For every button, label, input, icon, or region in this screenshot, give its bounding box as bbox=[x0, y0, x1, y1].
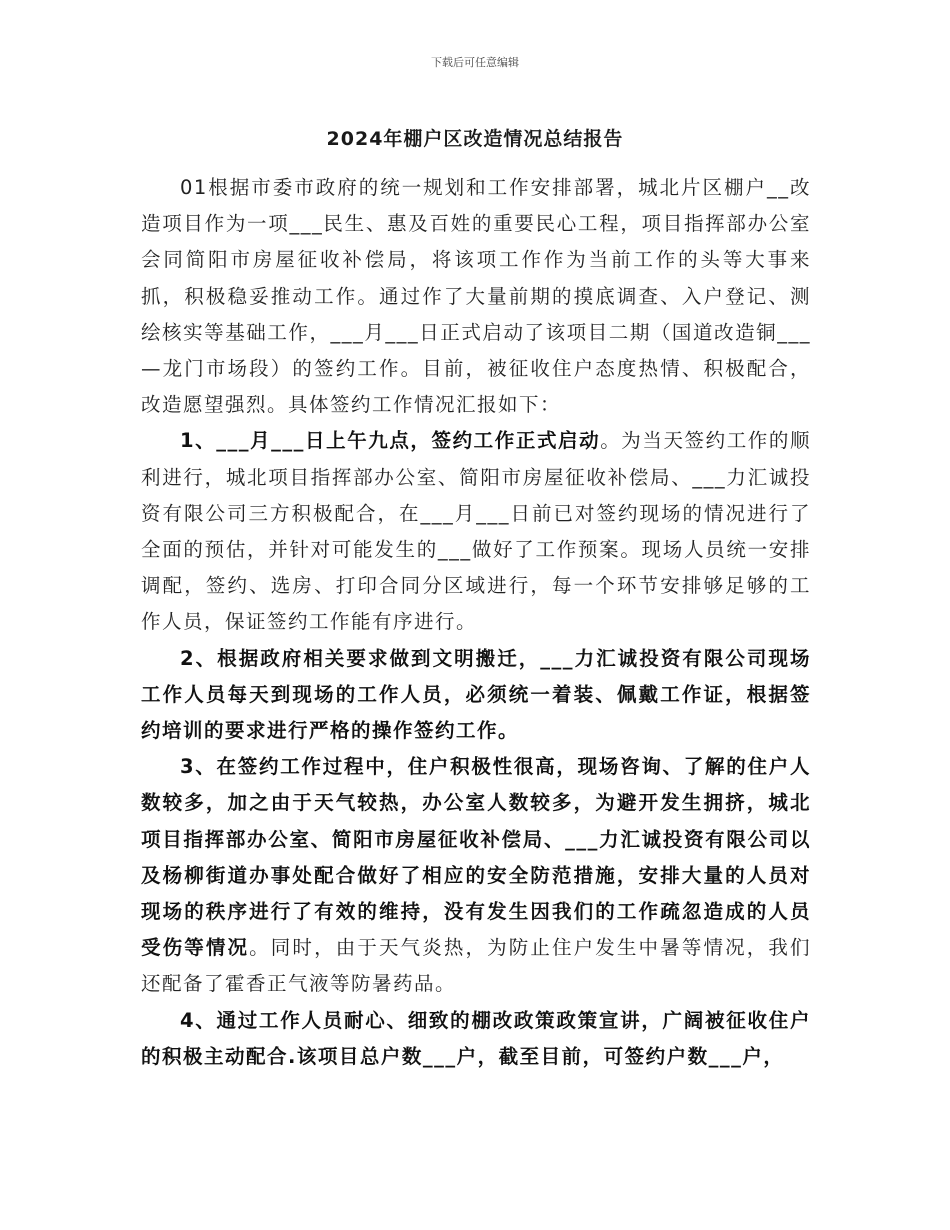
paragraph-4-bold: 3、在签约工作过程中，住户积极性很高，现场咨询、了解的住户人数较多，加之由于天气较热，办公室人数较多，为避开发生拥挤，城北项目指挥部办公室、简阳市房屋征收补偿局、___力汇诚投资有限公司以及杨柳街道办事处配合做好了相应的安全防范措施，安排大量的人员对现场的秩序进行了有效的维持，没有发生因我们的工作疏忽造成的人员受伤等情况 bbox=[141, 755, 811, 960]
paragraph-2-bold: 1、___月___日上午九点，签约工作正式启动 bbox=[180, 429, 601, 453]
paragraph-2 bbox=[141, 423, 811, 640]
paragraph-5 bbox=[141, 1003, 811, 1075]
paragraph-3-bold: 2、根据政府相关要求做到文明搬迁，___力汇诚投资有限公司现场工作人员每天到现场的工作人员，必须统一着装、佩戴工作证，根据签约培训的要求进行严格的操作签约工作。 bbox=[141, 646, 811, 743]
paragraph-2-text: 。为当天签约工作的顺利进行，城北项目指挥部办公室、简阳市房屋征收补偿局、___力汇诚投资有限公司三方积极配合，在___月___日前已对签约现场的情况进行了全面的预估，并针对可能发生的___做好了工作预案。现场人员统一安排调配，签约、选房、打印合同分区域进行，每一个环节安排够足够的工作人员，保证签约工作能有序进行。 bbox=[141, 429, 811, 634]
document-body bbox=[141, 170, 811, 1075]
paragraph-1-text: 01根据市委市政府的统一规划和工作安排部署，城北片区棚户__改造项目作为一项___民生、惠及百姓的重要民心工程，项目指挥部办公室会同简阳市房屋征收补偿局，将该项工作作为当前工作的头等大事来抓，积极稳妥推动工作。通过作了大量前期的摸底调查、入户登记、测绘核实等基础工作，___月___日正式启动了该项目二期（国道改造铜___—龙门市场段）的签约工作。目前，被征收住户态度热情、积极配合，改造愿望强烈。具体签约工作情况汇报如下： bbox=[141, 176, 811, 417]
paragraph-4 bbox=[141, 749, 811, 1002]
document-title: 2024年棚户区改造情况总结报告 bbox=[326, 128, 624, 150]
paragraph-3 bbox=[141, 641, 811, 750]
paragraph-1 bbox=[141, 170, 811, 423]
paragraph-5-bold: 4、通过工作人员耐心、细致的棚改政策政策宣讲，广阔被征收住户的积极主动配合.该项目总户数___户，截至目前，可签约户数___户， bbox=[141, 1008, 811, 1068]
header-note: 下载后可任意编辑 bbox=[431, 56, 519, 69]
paragraph-4-text: 。同时，由于天气炎热，为防止住户发生中暑等情况，我们还配备了霍香正气液等防暑药品。 bbox=[141, 936, 811, 996]
